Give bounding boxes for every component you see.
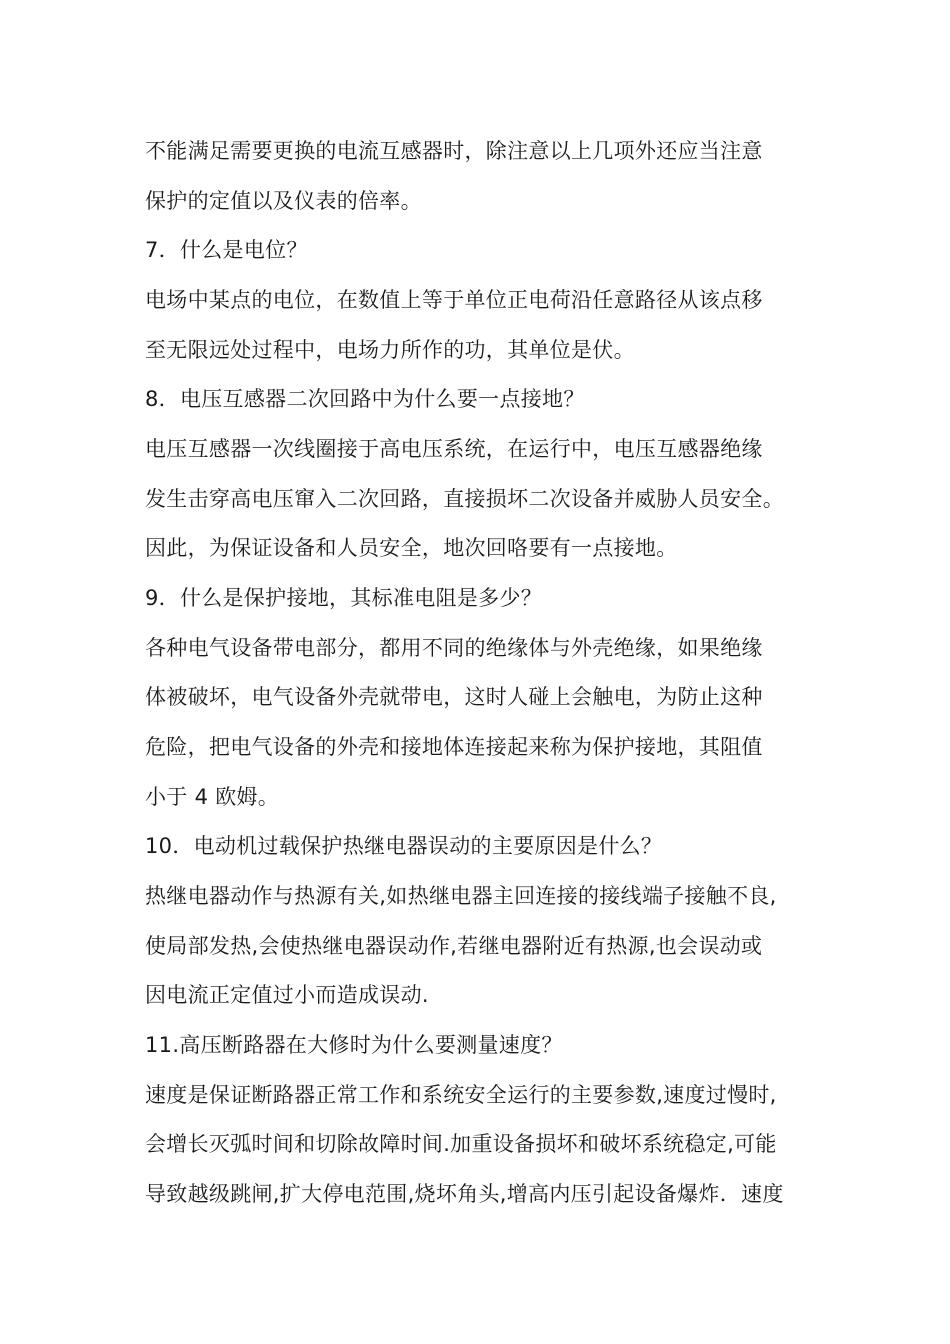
question-heading-10: 10．电动机过载保护热继电器误动的主要原因是什么？ [145,834,663,858]
paragraph-line: 发生击穿高电压窜入二次回路，直接损坏二次设备并威胁人员安全。 [145,487,784,511]
paragraph-line: 保护的定值以及仪表的倍率。 [145,189,422,213]
paragraph-line: 各种电气设备带电部分，都用不同的绝缘体与外壳绝缘，如果绝缘 [145,636,763,660]
paragraph-line: 因此，为保证设备和人员安全，地次回咯要有一点接地。 [145,536,678,560]
question-heading-7: 7．什么是电位？ [145,238,308,262]
paragraph-line: 导致越级跳闸,扩大停电范围,烧坏角头,增高内压引起设备爆炸．速度 [145,1182,784,1206]
paragraph-line: 热继电器动作与热源有关,如热继电器主回连接的接线端子接触不良, [145,884,777,908]
question-heading-9: 9．什么是保护接地，其标准电阻是多少？ [145,586,543,610]
paragraph-line: 使局部发热,会使热继电器误动作,若继电器附近有热源,也会误动或 [145,934,763,958]
paragraph-line: 速度是保证断路器正常工作和系统安全运行的主要参数,速度过慢时, [145,1083,777,1107]
paragraph-line: 电压互感器一次线圈接于高电压系统，在运行中，电压互感器绝缘 [145,437,763,461]
question-heading-8: 8．电压互感器二次回路中为什么要一点接地？ [145,387,585,411]
paragraph-line: 至无限远处过程中，电场力所作的功，其单位是伏。 [145,338,635,362]
paragraph-line: 电场中某点的电位，在数值上等于单位正电荷沿任意路径从该点移 [145,288,763,312]
paragraph-line: 因电流正定值过小而造成误动. [145,983,429,1007]
paragraph-line: 不能满足需要更换的电流互感器时，除注意以上几项外还应当注意 [145,139,763,163]
paragraph-line: 小于 4 欧姆。 [145,785,280,809]
paragraph-line: 体被破坏，电气设备外壳就带电，这时人碰上会触电，为防止这种 [145,685,763,709]
question-heading-11: 11.高压断路器在大修时为什么要测量速度？ [145,1033,563,1057]
paragraph-line: 危险，把电气设备的外壳和接地体连接起来称为保护接地，其阻值 [145,735,763,759]
paragraph-line: 会增长灭弧时间和切除故障时间.加重设备损坏和破坏系统稳定,可能 [145,1132,777,1156]
